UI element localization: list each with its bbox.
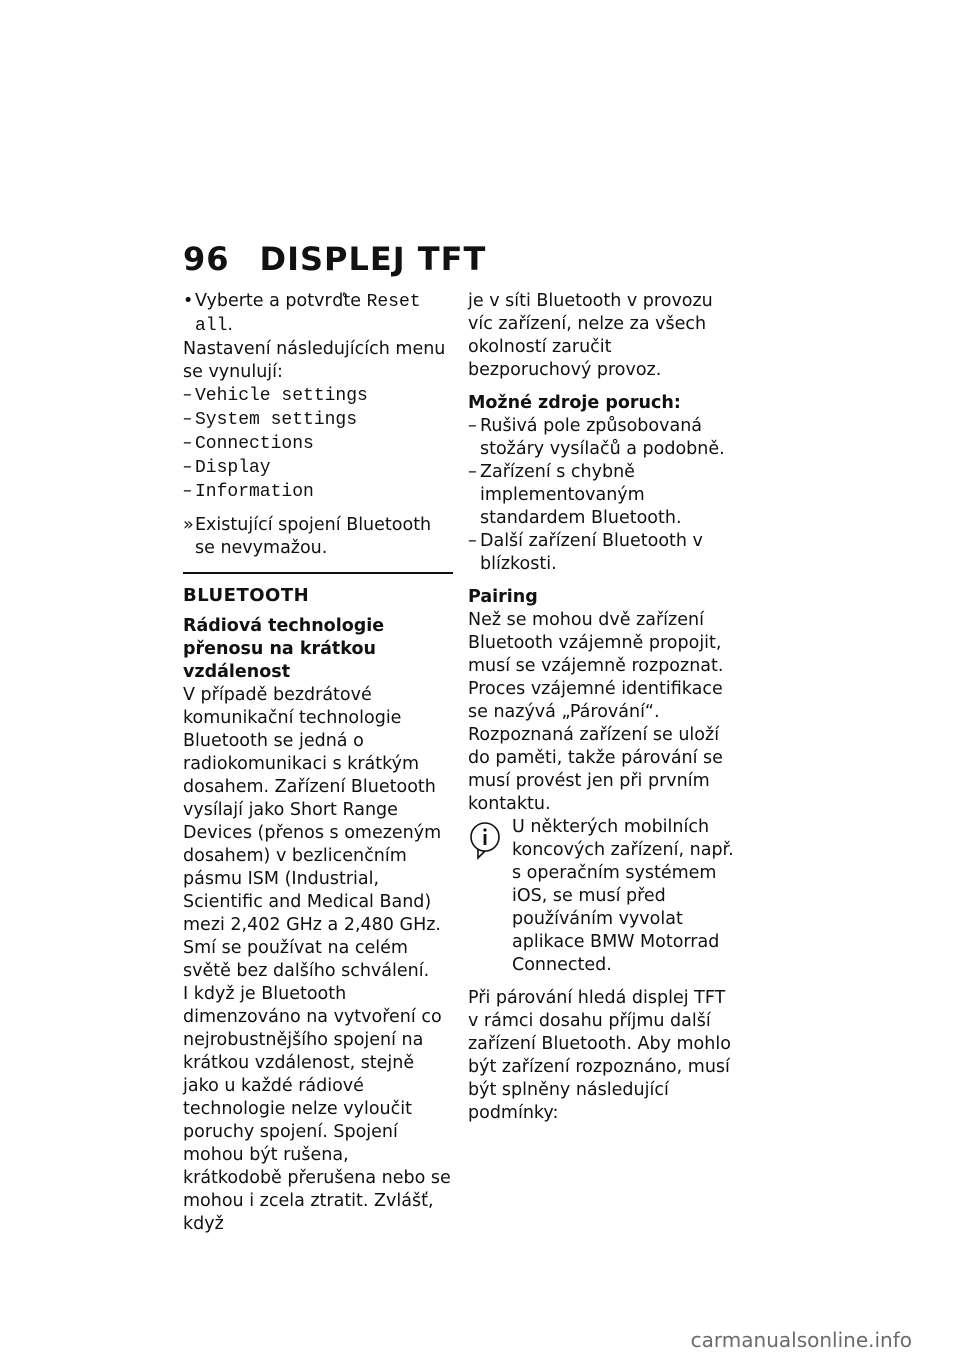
instruction-bullet bbox=[183, 290, 453, 338]
note-text: U některých mobilních koncových zařízení, např. s operačním systémem iOS, se musí před používáním vyvolat aplikace BMW Motorrad Connected. bbox=[512, 817, 734, 975]
page-number: 96 bbox=[183, 240, 230, 278]
menu-item: – Vehicle settings bbox=[183, 385, 368, 406]
subheading: Rádiová technologie přenosu na krátkou vzdálenost bbox=[183, 616, 385, 682]
bullet-text: Vyberte a potvrďte bbox=[195, 291, 367, 311]
bullet-code: Reset all bbox=[195, 292, 421, 336]
paragraph-2: I když je Bluetooth dimenzováno na vytvoření co nejrobustnějšího spojení na krátkou vzdálenost, stejně jako u každé rádiové technologie nelze vyloučit poruchy spojení. Spojení mohou být rušena, krátkodobě přerušena nebo se mohou i zcela ztratit. Zvlášť, když bbox=[183, 984, 451, 1234]
page-header bbox=[183, 240, 486, 278]
info-note bbox=[468, 816, 740, 977]
result-text: Existující spojení Bluetooth se nevymažou. bbox=[195, 515, 432, 558]
paragraph-continued: je v síti Bluetooth v provozu víc zařízení, nelze za všech okolností zaručit bezporuchový provoz. bbox=[468, 291, 713, 380]
result-marker: » bbox=[183, 515, 194, 535]
menu-item: – Connections bbox=[183, 433, 314, 454]
page-title: DISPLEJ TFT bbox=[259, 240, 487, 278]
pairing-paragraph: Než se mohou dvě zařízení Bluetooth vzájemně propojit, musí se vzájemně rozpoznat. Proces vzájemné identifikace se nazývá „Párování“. Rozpoznaná zařízení se uloží do paměti, takže párování se musí provést jen při prvním kontaktu. bbox=[468, 610, 724, 814]
faults-heading: Možné zdroje poruch: bbox=[468, 393, 681, 413]
watermark: carmanualsonline.info bbox=[690, 1328, 912, 1352]
menu-item: – Display bbox=[183, 457, 271, 478]
bullet-end: . bbox=[227, 315, 233, 335]
paragraph-1: V případě bezdrátové komunikační technologie Bluetooth se jedná o radiokomunikaci s krátkým dosahem. Zařízení Bluetooth vysílají jako Short Range Devices (přenos s omezeným dosahem) v bezlicenčním pásmu ISM (Industrial, Scientific and Medical Band) mezi 2,402 GHz a 2,480 GHz. Smí se používat na celém světě bez dalšího schválení. bbox=[183, 685, 442, 981]
bullet-dot: • bbox=[183, 291, 194, 311]
left-column bbox=[183, 290, 453, 1236]
final-paragraph: Při párování hledá displej TFT v rámci dosahu příjmu další zařízení Bluetooth. Aby mohlo být zařízení rozpoznáno, musí být splněny následující podmínky: bbox=[468, 988, 731, 1123]
section-divider bbox=[183, 572, 453, 574]
menu-item: – System settings bbox=[183, 409, 358, 430]
pairing-heading: Pairing bbox=[468, 587, 538, 607]
right-column bbox=[468, 290, 740, 1125]
info-icon bbox=[468, 820, 502, 860]
result-note bbox=[183, 514, 453, 560]
fault-item: – Další zařízení Bluetooth v blízkosti. bbox=[468, 531, 703, 574]
menu-list bbox=[183, 384, 453, 504]
fault-item: – Rušivá pole způsobovaná stožáry vysílačů a podobně. bbox=[468, 416, 725, 459]
fault-item: – Zařízení s chybně implementovaným standardem Bluetooth. bbox=[468, 462, 682, 528]
menu-item: – Information bbox=[183, 481, 314, 502]
section-title: BLUETOOTH bbox=[183, 585, 310, 606]
reset-paragraph: Nastavení následujících menu se vynulují: bbox=[183, 339, 446, 382]
faults-list bbox=[468, 415, 740, 576]
